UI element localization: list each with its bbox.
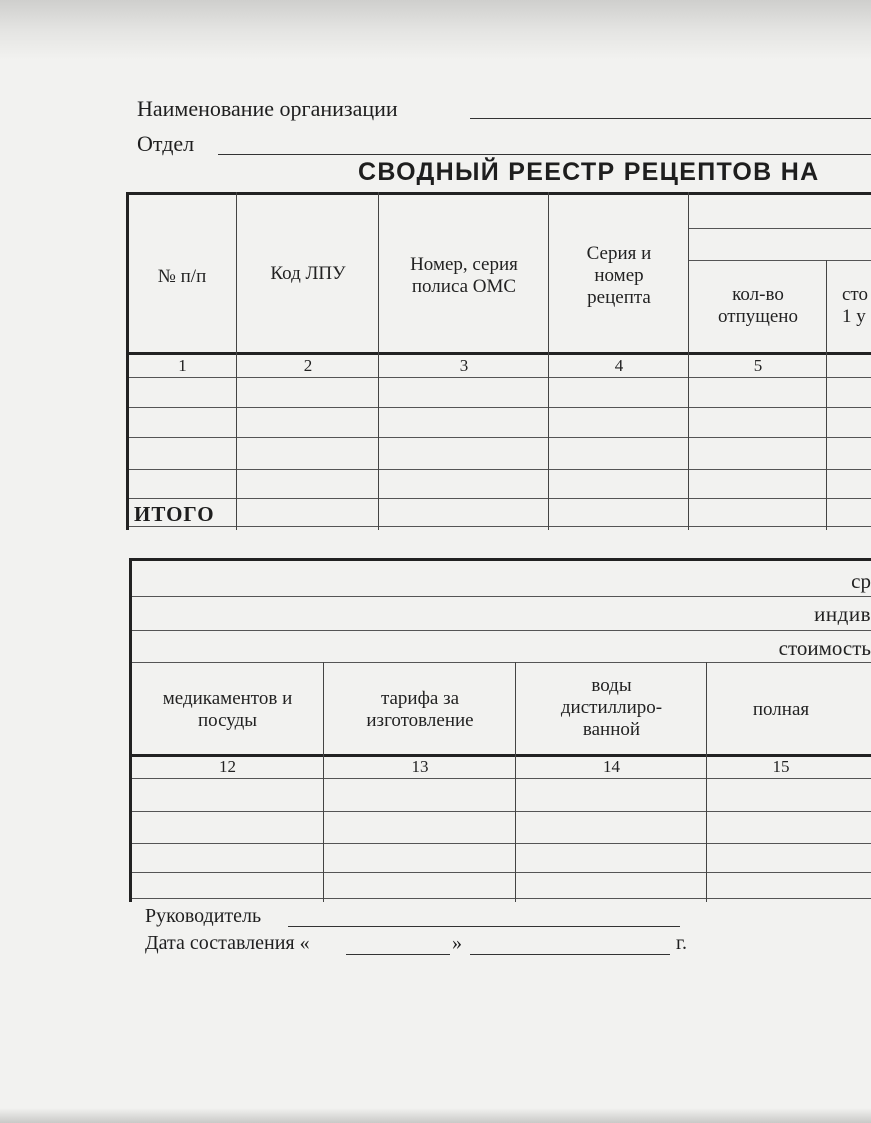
header-recipe: Серия и номер рецепта (586, 243, 652, 308)
header-full: полная (752, 699, 810, 720)
manager-signature-line (288, 926, 680, 927)
manager-label: Руководитель (145, 905, 262, 927)
cost-table (129, 558, 871, 902)
header-row-1: ср (851, 569, 871, 593)
header-row-3: стоимость (778, 636, 871, 660)
col-number-15: 15 (772, 757, 790, 776)
dept-label: Отдел (137, 131, 195, 156)
org-name-line (470, 118, 871, 119)
col-number-2: 2 (303, 355, 313, 375)
date-day-line (346, 954, 450, 955)
header-lpu-code: Код ЛПУ (270, 263, 346, 284)
total-label: ИТОГО (134, 502, 215, 526)
org-name-label: Наименование организации (137, 96, 398, 121)
scan-bottom-shadow (0, 1108, 871, 1123)
header-qty: кол-во отпущено (718, 284, 798, 327)
date-quote-close: » (452, 932, 462, 954)
document-title: СВОДНЫЙ РЕЕСТР РЕЦЕПТОВ НА (358, 158, 820, 186)
col-number-4: 4 (614, 355, 624, 375)
registry-table (126, 192, 871, 532)
col-number-5: 5 (753, 355, 763, 375)
header-row-2: индив (814, 602, 871, 626)
header-meds: медикаментов и посуды (162, 688, 293, 731)
header-policy: Номер, серия полиса ОМС (410, 254, 518, 297)
col-number-13: 13 (411, 757, 429, 776)
header-num: № п/п (157, 266, 207, 287)
header-cost-partial: сто 1 у (842, 284, 868, 327)
date-label: Дата составления « (145, 932, 310, 954)
col-number-12: 12 (219, 757, 236, 776)
dept-line (218, 154, 871, 155)
header-tariff: тарифа за изготовление (366, 688, 474, 731)
scan-top-shadow (0, 0, 871, 60)
date-month-line (470, 954, 670, 955)
header-water: воды дистиллиро-ванной (560, 675, 663, 740)
col-number-3: 3 (459, 355, 469, 375)
col-number-1: 1 (178, 355, 187, 375)
year-suffix: г. (676, 932, 687, 954)
col-number-14: 14 (603, 757, 620, 776)
